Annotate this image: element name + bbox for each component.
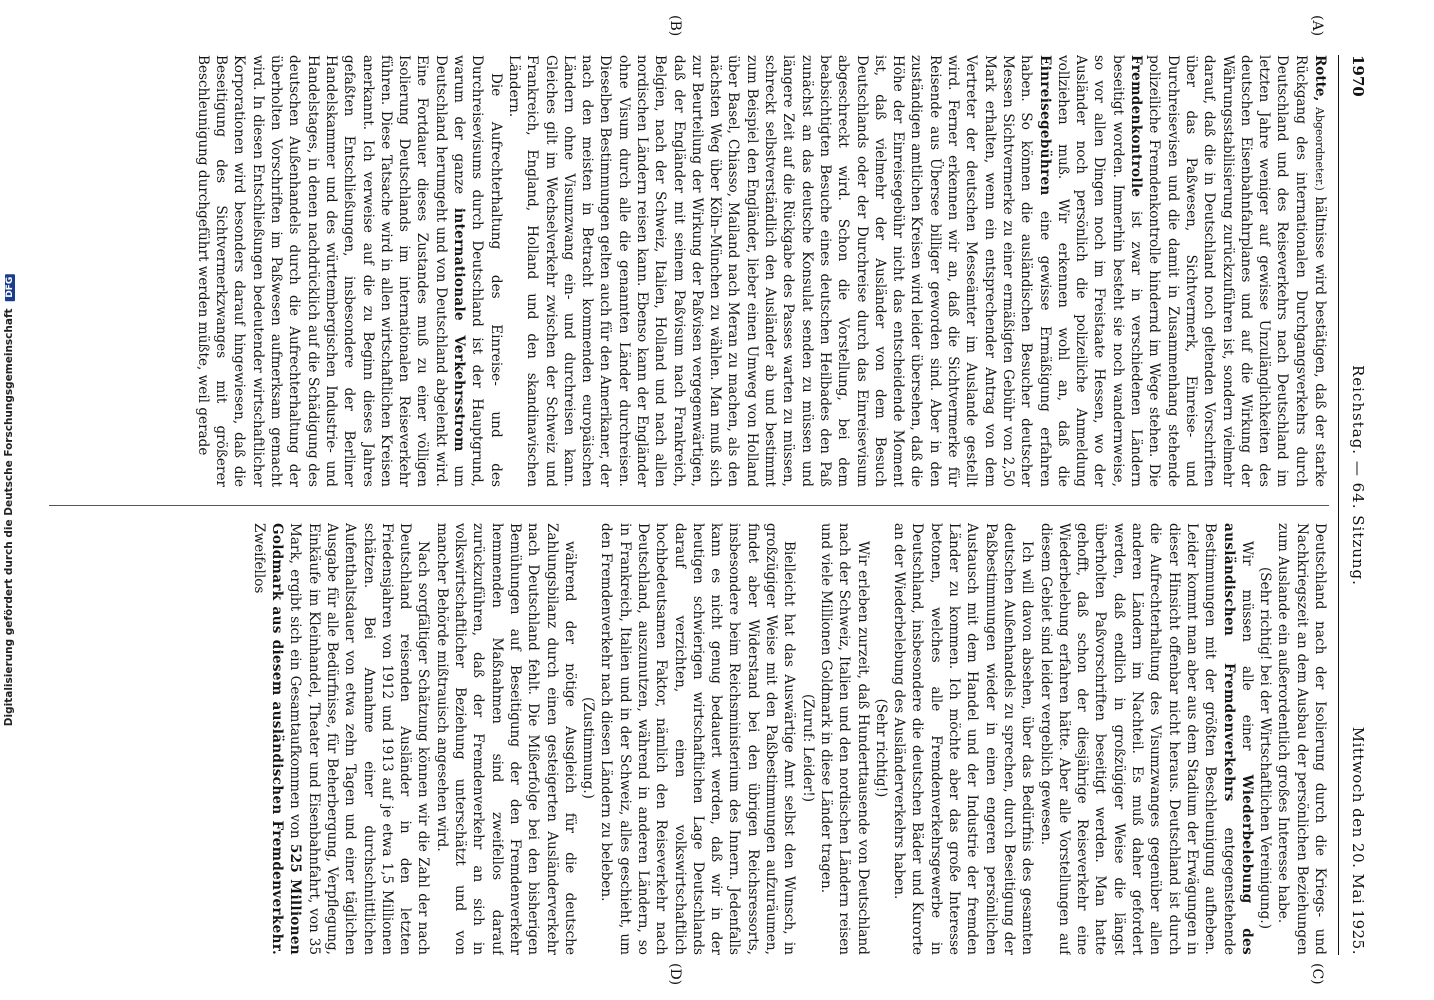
session-date: Mittwoch den 20. Mai 1925.	[1349, 726, 1367, 955]
text-run: Wir müssen alle einer	[1238, 541, 1255, 751]
left-paragraph-2	[194, 55, 505, 487]
column-divider	[49, 505, 1329, 506]
left-column	[49, 55, 1329, 487]
interjection: (Zuruf: Leider!)	[799, 693, 816, 803]
right-paragraph-3: Ich will davon absehen, über das Bedürfnis des gesamten deutschen Außenhandels zu sprechen, durch Beseitigung der Paßbestimmungen wieder in einen engeren persönlichen Austausch mit dem Handel und der Industrie der fremden Länder zu kommen. Ich möchte aber das große Interesse betonen, welches alle Fremdenverkehrsgewerbe in Deutschland, insbesondere die deutschen Bäder und Kurorte an der Wiederbelebung des Ausländerverkehrs haben.	[891, 523, 1036, 955]
text-run: entgegenstehende Bestimmungen mit der größten Beschleunigung aufheben. Leider kommt man aber aus dem Stadium der Erwägungen in dieser Hinsicht offenbar nicht heraus. Deutschland ist durch die Aufrechterhaltung des Visumzwanges gegenüber allen anderen Ländern im Nachteil. Es muß daher gefordert werden, daß endlich in großzügiger Weise die längst überholten Paßvorschriften beseitigt werden. Man hatte gehofft, daß schon der diesjährige Reiseverkehr eine Wiederbelebung erfahren hätte. Aber alle Vorstellungen auf diesem Gebiet sind leider vergeblich gewesen.	[1037, 523, 1237, 955]
margin-marker-a: (A)	[1309, 15, 1325, 37]
emphasis-text: 525 Millionen Goldmark aus diesem ausländischen Fremdenverkehr.	[269, 523, 304, 955]
margin-marker-c: (C)	[1309, 963, 1325, 985]
right-paragraph-2	[1036, 523, 1256, 955]
text-run: um Deutschland herumgeht und von Deutschland abgelenkt wird. Eine Fortdauer dieses Zustandes muß zu einer völligen Isolierung Deutschlands im internationalen Reiseverkehr führen. Diese Tatsache wird in allen wirtschaftlichen Kreisen anerkannt. Ich verweise auf die zu Beginn dieses Jahres gefaßten Entschließungen, insbesondere der Berliner Handelskammer und des württembergischen Industrie- und Handelstages, in denen nachdrücklich auf die Schädigung des deutschen Außenhandels durch die Aufrechterhaltung der überholten Vorschriften im Paßwesen aufmerksam gemacht wird. In diesen Entschließungen bedeutender wirtschaftlicher Korporationen wird besonders darauf hingewiesen, daß die Beseitigung des Sichtvermerkzwanges mit größerer Beschleunigung durchgeführt werden müßte, weil gerade	[194, 55, 468, 487]
right-paragraph-7	[249, 523, 432, 955]
text-run: hältnisse wird bestätigen, daß der starke Rückgang des internationalen Durchgangsverkehrs durch Deutschland und des Reiseverkehrs nach Deutschland im letzten Jahre weniger auf gewisse Unzulänglichkeiten des deutschen Eisenbahnfahrplanes und auf die Wirkung der Währungsstabilisierung zurückzuführen ist, sondern vielmehr darauf, daß die in Deutschland noch geltenden Vorschriften über das Paßwesen, Sichtvermerk, Einreise- und Durchreisevisen und die damit in Zusammenhang stehende polizeiliche Fremdenkontrolle hindernd im Wege stehen. Die	[1146, 55, 1328, 487]
emphasis-text: Wiederbelebung des ausländischen Fremdenverkehrs	[1220, 523, 1255, 955]
speaker-name: Rotte,	[1312, 55, 1328, 102]
right-column	[49, 523, 1329, 955]
right-paragraph-5: Bielleicht hat das Auswärtige Amt selbst den Wunsch, in großzügiger Weise mit den Paßbestimmungen aufzuräumen, findet aber Widerstand bei den übrigen Reichsressorts, insbesondere beim Reichsministerium des Innern. Jedenfalls kann es nicht genug bedauert werden, daß wir in der heutigen schwierigen wirtschaftlichen Lage Deutschlands darauf verzichten, einen volkswirtschaftlich hochbedeutsamen Faktor, nämlich den Reiseverkehr nach Deutschland, auszunutzen, während in anderen Ländern, so in Frankreich, Italien und in der Schweiz, alles geschieht, um den Fremdenverkehr nach diesen Ländern zu beleben.	[598, 523, 798, 955]
interjection: (Zustimmung.)	[580, 697, 597, 799]
right-paragraph-4: Wir erleben zurzeit, daß Hunderttausende von Deutschland nach der Schweiz, Italien und den nordischen Ländern reisen und viele Millionen Goldmark in diese Länder tragen.	[817, 523, 871, 955]
speaker-role: Abgeordneter.)	[1313, 106, 1326, 191]
document-page	[43, 15, 1373, 986]
text-run: Zweifellos	[250, 523, 267, 594]
dfg-logo: DFG	[5, 274, 15, 301]
margin-marker-d: (D)	[667, 963, 683, 986]
text-run: Nach sorgfältiger Schätzung können wir die Zahl der nach Deutschland reisenden Ausländer in den letzten Friedensjahren von 1912 und 1913 auf je etwa 1,5 Millionen schätzen. Bei Annahme einer durchschnittlichen Aufenthaltsdauer von etwa zehn Tagen und einer täglichen Ausgabe für alle Bedürfnisse, für Beherbergung, Verpflegung, Einkäufe im Kleinhandel, Theater und Eisenbahnfahrt, von 35 Mark, ergibt sich ein Gesamtaufkommen von	[287, 523, 432, 955]
text-run: eine gewisse Ermäßigung erfahren haben. So können die ausländischen Besucher deutscher Messen Sichtvermerke zu einer ermäßigten Gebühr von 2,50 Mark erhalten, wenn ein entsprechender Antrag von dem Vertreter der deutschen Messeämter im Auslande gestellt wird. Ferner erkennen wir an, daß die Sichtvermerke für Reisende aus Übersee billiger geworden sind. Aber in den zuständigen amtlichen Kreisen wird leider übersehen, daß die Höhe der Einreisegebühr nicht das entscheidende Moment ist, daß vielmehr der Ausländer von dem Besuch Deutschlands oder der Durchreise durch das Einreisevisum abgeschreckt wird. Schon die Vorstellung, bei dem beabsichtigten Besuche eines deutschen Heilbades den Paß zunächst an das deutsche Konsulat senden zu müssen und längere Zeit auf die Rückgabe des Passes warten zu müssen, schreckt selbstverständlich den Ausländer ab und bestimmt zum Beispiel den Engländer, lieber einen Umweg von Holland über Basel, Chiasso, Mailand nach Meran zu machen, als den nächsten Weg über Köln–München zu wählen. Man muß sich zur Beurteilung der Wirkung der Paßvisen vergegenwärtigen, daß der Engländer mit seinem Paßvisum nach Frankreich, Belgien, nach der Schweiz, Italien, Holland und nach allen nordischen Ländern reisen kann. Ebenso kann der Engländer ohne Visum durch alle die genannten Länder durchreisen. Dieselben Bestimmungen gelten auch für den Amerikaner, der nach den meisten in Betracht kommenden europäischen Ländern ohne Visumzwang ein- und durchreisen kann. Gleiches gilt im Wechselverkehr zwischen der Schweiz und Frankreich, England, Holland und den skandinavischen Ländern.	[505, 55, 1053, 487]
text-run: Die Aufrechterhaltung des Einreise- und des Durchreisevisums durch Deutschland ist der Hauptgrund, warum der ganze	[451, 55, 504, 487]
margin-marker-b: (B)	[667, 15, 683, 37]
emphasis-text: Einreisegebühren	[1036, 55, 1053, 196]
interjection: (Sehr richtig! bei der Wirtschaftlichen Vereinigung.)	[1257, 566, 1274, 930]
page-number: 1970	[1349, 55, 1367, 97]
digitization-credit	[0, 0, 18, 1000]
emphasis-text: internationale Verkehrsstrom	[451, 207, 468, 452]
page-header	[1338, 55, 1373, 955]
right-paragraph-6: während der nötige Ausgleich für die deutsche Zahlungsbilanz durch einen gesteigerten Ausländerverkehr nach Deutschland fehlt. Die Mißerfolge bei den bisherigen Bemühungen auf Beseitigung der den Fremdenverkehr hemmenden Maßnahmen sind zweifellos darauf zurückzuführen, daß der Fremdenverkehr an sich in volkswirtschaftlicher Beziehung unterschätzt und von mancher Behörde mißtrauisch angesehen wird.	[433, 523, 578, 955]
emphasis-text: Fremdenkontrolle	[1128, 55, 1145, 198]
text-run: ist zwar in verschiedenen Ländern beseitigt worden. Immerhin besteht sie noch wandernweise, so vor allen Dingen noch im Freistaate Hessen, wo der Ausländer noch persönlich die polizeiliche Anmeldung vollziehen muß. Wir erkennen wohl an, daß die	[1054, 55, 1145, 487]
right-paragraph-1: Deutschland nach der Isolierung durch die Kriegs- und Nachkriegszeit an dem Ausbau der persönlichen Beziehungen zum Auslande ein außerordentlich großes Interesse habe.	[1275, 523, 1328, 955]
interjection: (Sehr richtig!)	[872, 698, 889, 798]
session-title: Reichstag. — 64. Sitzung.	[1349, 365, 1367, 586]
left-paragraph-1	[505, 55, 1329, 487]
credit-text: Digitalisierung gefördert durch die Deutsche Forschungsgemeinschaft	[3, 308, 15, 727]
